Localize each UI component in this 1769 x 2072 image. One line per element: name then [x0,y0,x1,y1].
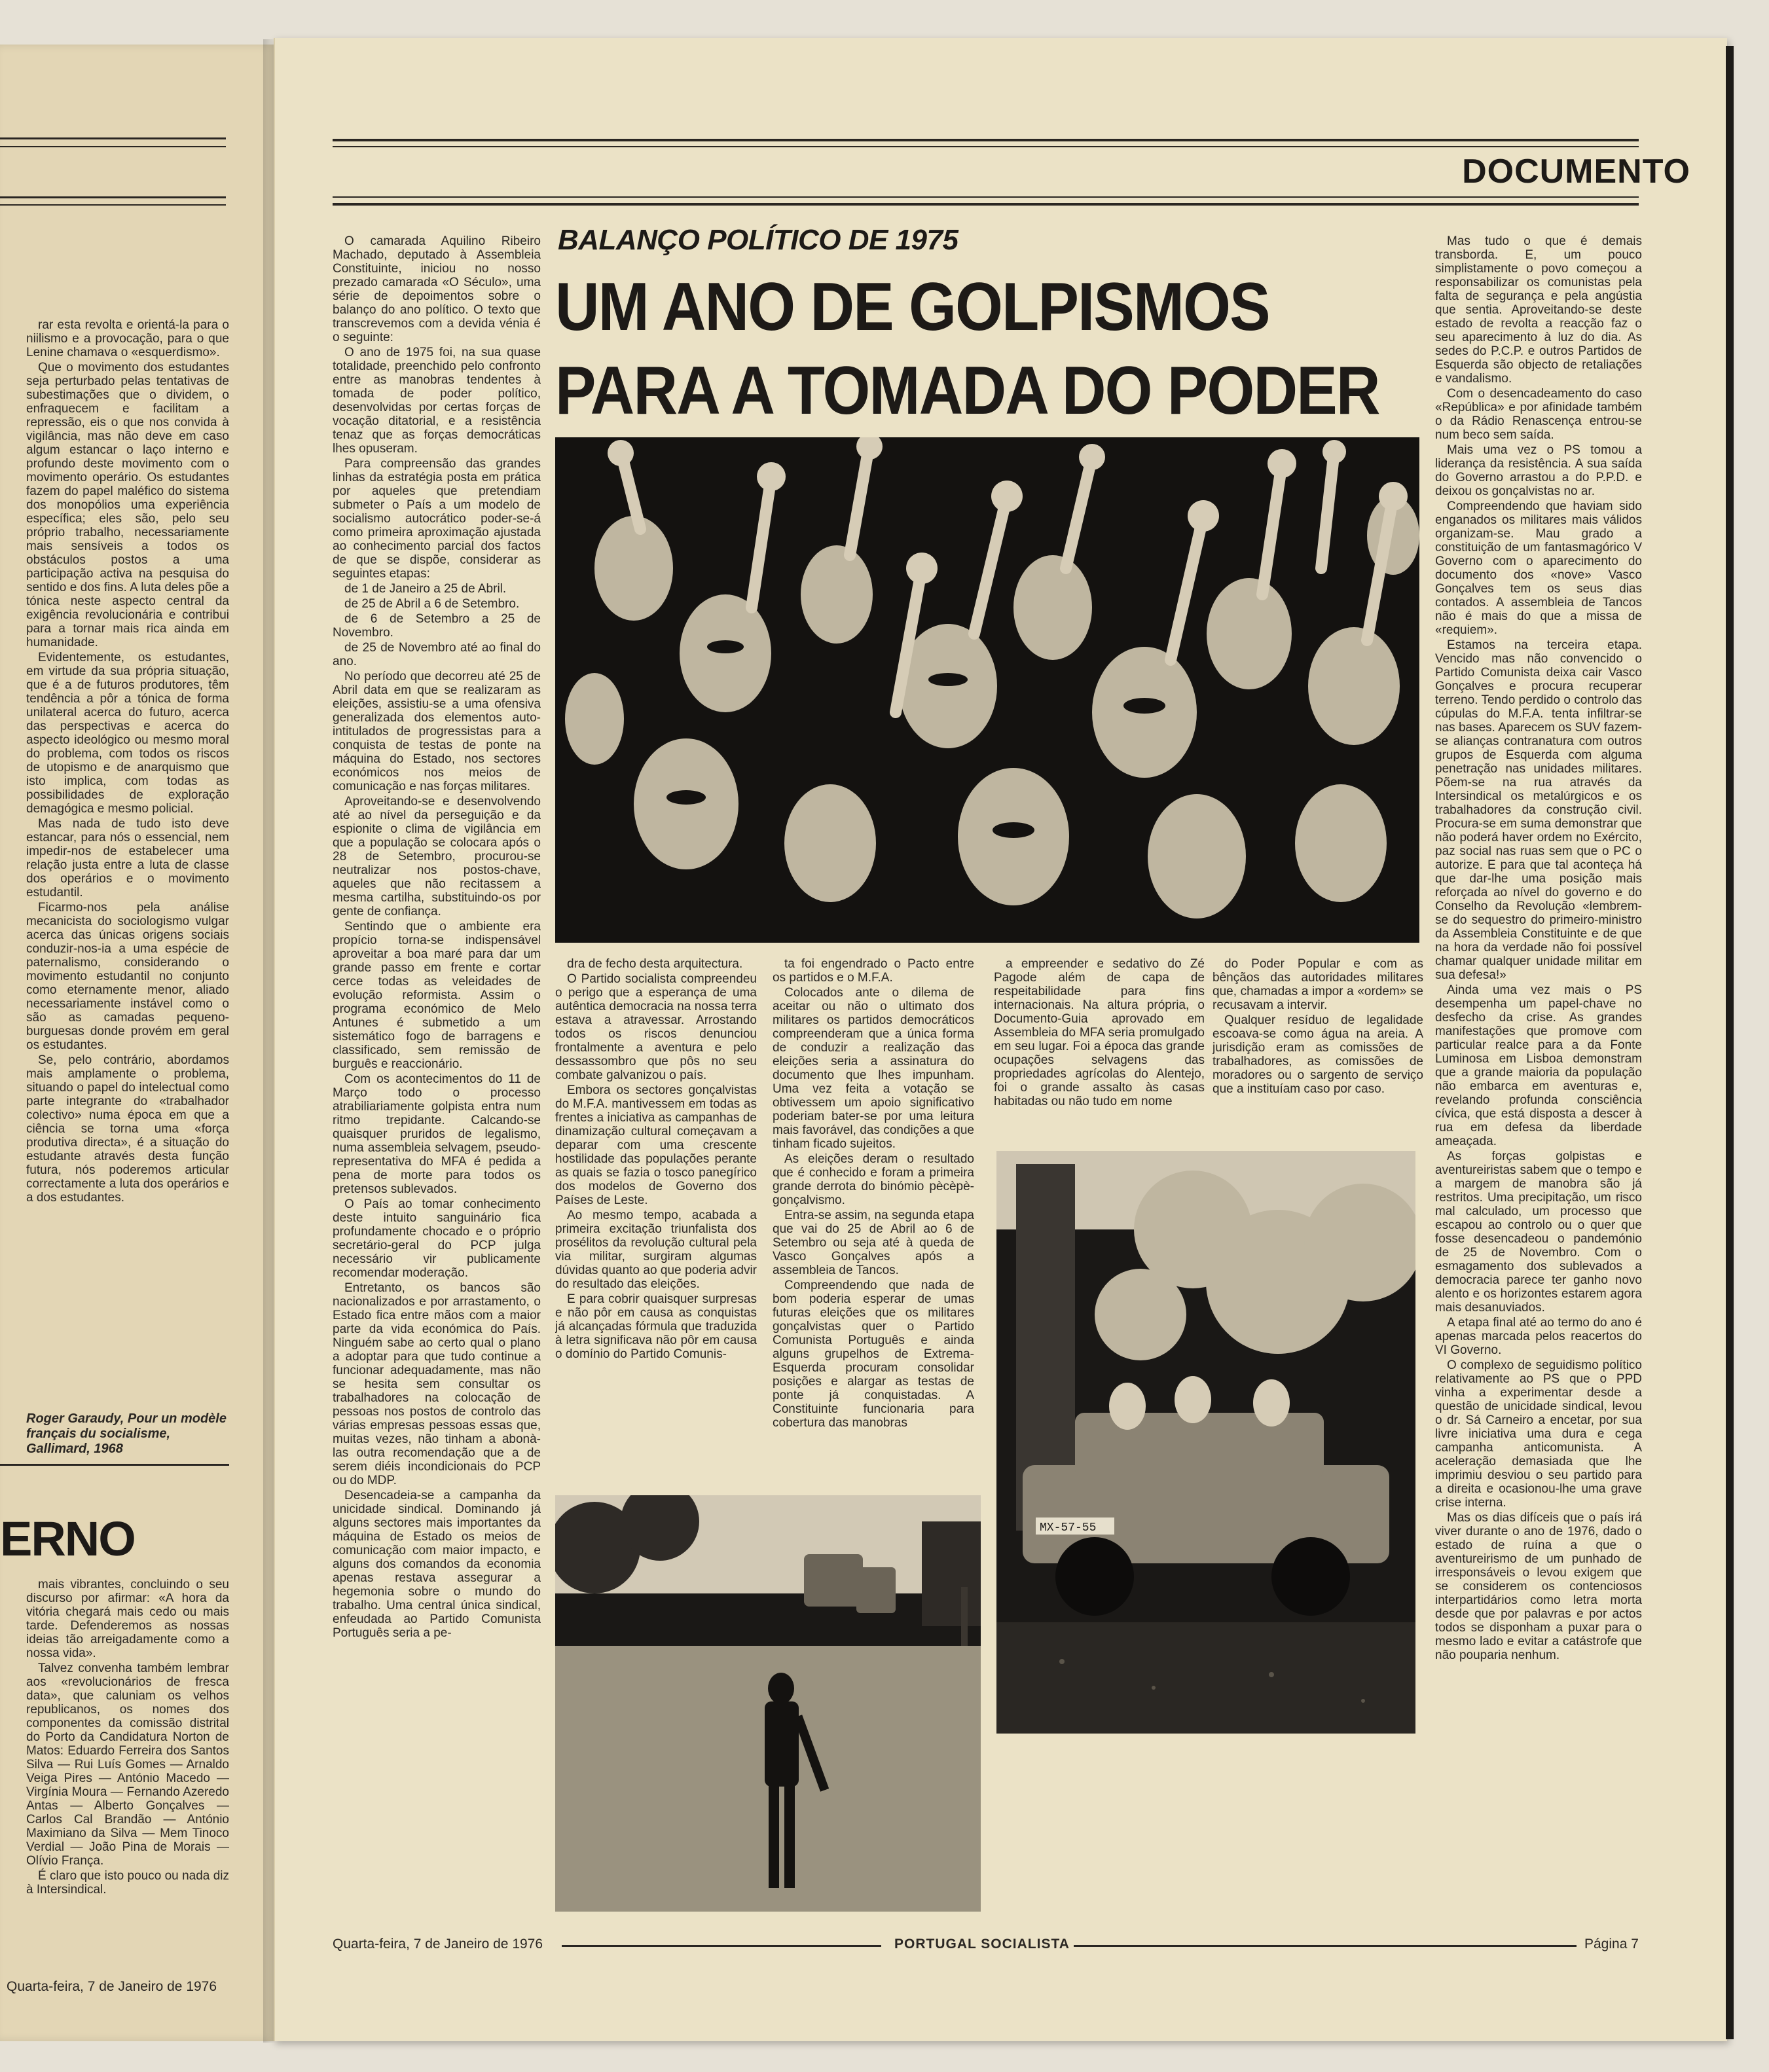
vehicle-plate-text: MX-57-55 [1040,1521,1097,1535]
article-column-4 [994,957,1205,1140]
footer-page-number: Página 7 [1584,1936,1639,1952]
footer-rule-left [562,1945,881,1947]
paragraph: Embora os sectores gonçalvistas do M.F.A. mantivessem em todas as frentes a iniciativa as campanhas de dinamização cultural começavam a deparar com uma crescente hostilidade das populações perante as quais se fazia o tosco panegírico dos modelos de Governo dos Países de Leste. [555,1083,757,1207]
paragraph: As eleições deram o resultado que é conhecido e foram a primeira grande derrota do binómio pècèpè-gonçalvismo. [773,1152,974,1207]
paragraph: Qualquer resíduo de legalidade escoava-se como água na areia. A jurisdição eram as comissões de trabalhadores, as comissões de moradores ou o sargento de serviço que a instituíam caso por caso. [1213,1013,1423,1096]
paragraph: Com o desencadeamento do caso «República» e por afinidade também o da Rádio Renascença entrou-se num beco sem saída. [1435,387,1642,442]
armored-vehicle-photo [996,1151,1415,1734]
paragraph: Compreendendo que nada de bom poderia esperar de umas futuras eleições que os militares gonçalvistas quer o Partido Comunista Português e ainda alguns grupelhos de Extrema-Esquerda procuram consolidar posições e alargar as testas de ponte já conquistadas. A Constituinte funcionaria para cobertura das manobras [773,1279,974,1430]
list-item: de 1 de Janeiro a 25 de Abril. [344,582,507,596]
paragraph: O complexo de seguidismo político relativamente ao PS que o PPD vinha a experimentar desde a questão de unicidade sindical, levou o dr. Sá Carneiro a encetar, por sua livre iniciativa uma dura e cega campanha anticomunista. A aceleração demasiada que lhe imprimiu desviou o seu partido para a direita e ocasionou-lhe uma grave crise interna. [1435,1358,1642,1510]
prev-page-title-fragment: ERNO [0,1512,135,1566]
paragraph: Mas os dias difíceis que o país irá viver durante o ano de 1976, dado o estado de ruína a que o aventureirismo de um punhado de irresponsáveis o levou exigem que se considerem os contenciosos interpartidários como letra morta desde que por palavras e por actos todos se disponham a puxar para o mesmo lado e evitar a catástrofe que não pouparia nenhum. [1435,1511,1642,1662]
article-column-5 [1213,957,1423,1140]
paragraph: Para compreensão das grandes linhas da estratégia posta em prática por aqueles que pretendiam submeter o País a um modelo de socialismo autocrático poder-se-á como primeira aproximação ajustada ao conhecimento parcial dos factos de que se dispõe, considerar as seguintes etapas: [333,457,541,581]
footer-publication: PORTUGAL SOCIALISTA [894,1936,1070,1952]
article-headline [555,265,1379,433]
prev-page-quote-citation: Roger Garaudy, Pour un modèle français du socialisme, Gallimard, 1968 [26,1411,227,1456]
footer-rule-right [1074,1945,1577,1947]
paragraph: Aproveitando-se e desenvolvendo até ao nível da perseguição e da espionite o clima de vigilância em que a população se colocara após o 28 de Setembro, procurou-se neutralizar nos postos-chave, aqueles que não recitassem a mesma cartilha, substituindo-os por gente de confiança. [333,795,541,918]
prev-page-lower-column [26,1578,229,1971]
previous-page [0,45,275,2041]
paragraph: O Partido socialista compreendeu o perigo que a esperança de uma autêntica democracia na nossa terra estava a atravessar. Arrostando todos os riscos denunciou frontalmente a aventura e pelo dessassombro que pôs no seu combate galvanizou o país. [555,972,757,1082]
list-item: de 25 de Abril a 6 de Setembro. [344,597,520,611]
paragraph: Ainda uma vez mais o PS desempenha um papel-chave no desfecho da crise. As grandes manifestações que promove com particular realce para a da Fonte Luminosa em Lisboa demonstram que a grande maioria da população não embarca em aventuras e, revelando profunda consciência cívica, que está disposta a descer à rua em defesa da liberdade ameaçada. [1435,983,1642,1148]
paragraph: É claro que isto pouco ou nada diz à Intersindical. [26,1869,229,1897]
paragraph: rar esta revolta e orientá-la para o niilismo e a provocação, para o que Lenine chamava o «esquerdismo». [26,318,229,359]
prev-page-column [26,318,229,1405]
paragraph: Talvez convenha também lembrar aos «revolucionários de fresca data», que caluniam os velhos republicanos, os nomes dos componentes da comissão distrital do Porto da Candidatura Norton de Matos: Eduardo Ferreira dos Santos Silva — Rui Luís Gomes — Arnaldo Veiga Pires — António Macedo — Virgínia Moura — Fernando Azeredo Antas — Alberto Gonçalves — Carlos Cal Brandão — António Maximiano da Silva — Mem Tinoco Verdial — João Pina de Morais — Olívio França. [26,1662,229,1868]
rule [0,137,226,139]
article-column-3 [773,957,974,1494]
article-column-6 [1435,234,1642,1936]
paragraph: Entretanto, os bancos são nacionalizados e por arrastamento, o Estado fica entre mãos com a maior parte da vida económica do País. Ninguém sabe ao certo qual o plano a adoptar para que tudo continue a funcionar adequadamente, mas não se hesita sem consultar os trabalhadores na colocação de pessoas nos postos de controlo das várias empresas pessoas essas que, muitas vezes, não tinham a abonà-las outra recomendação que a de serem diéis incondicionais do PCP ou do MDP. [333,1281,541,1487]
headline-line-2: PARA A TOMADA DO PODER [555,353,1379,429]
header-rule-top [333,139,1639,141]
section-label: DOCUMENTO [1462,153,1690,191]
prev-page-footer-date: Quarta-feira, 7 de Janeiro de 1976 [7,1979,217,1994]
paragraph: E para cobrir quaisquer surpresas e não pôr em causa as conquistas já alcançadas fórmula que traduzida à letra significava não pôr em causa o domínio do Partido Comunis- [555,1292,757,1361]
paragraph: Com os acontecimentos do 11 de Março todo o processo atrabiliariamente golpista entra num ritmo trepidante. Calcando-se quaisquer pruridos de legalismo, numa assembleia selvagem, pseudo-representativa do MFA é pedida a pena de morte para todos os pretensos sublevados. [333,1072,541,1196]
header-rule-bottom-thin [333,196,1639,198]
paragraph: Compreendendo que haviam sido enganados os militares mais válidos organizam-se. Mau grado a constituição de um fantasmagórico V Governo com o aparecimento do documento dos «nove» Vasco Gonçalves tem os seus dias contados. A assembleia de Tancos não é mais do que a missa de «requiem». [1435,500,1642,637]
paragraph: Ficarmo-nos pela análise mecanicista do sociologismo vulgar acerca das únicas origens sociais conduzir-nos-ia a uma espécie de paternalismo, considerando o movimento estudantil no conjunto como eternamente menor, aliado necessariamente instável como o são as camadas pequeno-burguesas donde provém em geral os estudantes. [26,901,229,1052]
paragraph: Estamos na terceira etapa. Vencido mas não convencido o Partido Comunista deixa cair Vasco Gonçalves e procura recuperar terreno. Tendo perdido o controlo das cúpulas do M.F.A. tenta infiltrar-se nas bases. Aparecem os SUV fazem-se alianças contranatura com outros grupos de Esquerda com alguma penetração nas unidades militares. Põem-se na rua através da Intersindical os metalúrgicos e os trabalhadores da construção civil. Procura-se em suma demonstrar que não poderá haver ordem no Exército, paz social nas ruas sem que o PC o autorize. E para que tal aconteça há que dar-lhe uma posição mais reforçada ao nível do governo e do Conselho da Revolução «lembrem-se do sequestro do primeiro-ministro da Assembleia Constituinte e de que na hora da verdade não foi possível chamar qualquer unidade militar em sua defesa!» [1435,638,1642,982]
soldier-street-photo [555,1495,981,1912]
rule [0,204,226,206]
header-rule-bottom [333,203,1639,206]
rule [0,146,226,147]
paragraph: dra de fecho desta arquitectura. [567,957,743,971]
paragraph: O ano de 1975 foi, na sua quase totalidade, preenchido pelo confronto entre as manobras tendentes à tomada de poder político, desenvolvidas por certas forças de vocação ditatorial, e a resistência tenaz que as forças democráticas lhes opuseram. [333,346,541,456]
paragraph: mais vibrantes, concluindo o seu discurso por afirmar: «A hora da vitória chegará mais cedo ou mais tarde. Defenderemos as nossas ideias tão arreigadamente como a nossa vida». [26,1578,229,1660]
article-kicker: BALANÇO POLÍTICO DE 1975 [558,224,958,256]
paragraph: do Poder Popular e com as bênçãos das autoridades militares que, chamadas a impor a «ordem» se recusavam a intervir. [1213,957,1423,1012]
paragraph: O País ao tomar conhecimento deste intuito sanguinário fica profundamente chocado e o próprio secretário-geral do PCP julga necessário vir publicamente recomendar moderação. [333,1197,541,1280]
paragraph: Evidentemente, os estudantes, em virtude da sua própria situação, que é a de futuros produtores, têm tendência a pôr a tónica de forma unilateral acerca do futuro, acerca das perspectivas e acerca do aspecto ideológico ou mesmo moral do problema, com todos os riscos de utopismo e de anarquismo que isto implica, com todas as possibilidades de exploração demagógica e mesmo policial. [26,651,229,816]
list-item: de 25 de Novembro até ao final do ano. [333,641,541,668]
headline-line-1: UM ANO DE GOLPISMOS [555,269,1269,345]
paragraph: Sentindo que o ambiente era propício torna-se indispensável aproveitar a boa maré para dar um grande passo em frente e cortar cerce todas as veleidades de evolução reformista. Assim o programa económico de Melo Antunes é submetido a um sistemático fogo de barragens e classificado, sem remissão de burguês e reaccionário. [333,920,541,1071]
list-item: de 6 de Setembro a 25 de Novembro. [333,612,541,640]
paragraph: Desencadeia-se a campanha da unicidade sindical. Dominando já alguns sectores mais importantes da máquina de Estado os meios de comunicação com maior impacto, e alguns dos comandos da economia apenas restava assegurar a hegemonia sobre o mundo do trabalho. Uma central única sindical, enfeudada ao Partido Comunista Português seria a pe- [333,1489,541,1640]
paragraph: Colocados ante o dilema de aceitar ou não o ultimato dos militares os partidos democráticos compreenderam que a única forma de conduzir a realização das eleições seria a assinatura do documento que lhes impunham. Uma vez feita a votação se obtivessem um apoio significativo poderiam bater-se por uma leitura mais favorável, das condições a que tinham ficado sujeitos. [773,986,974,1151]
paragraph: Se, pelo contrário, abordamos mais amplamente o problema, situando o papel do intelectual como parte integrante do «trabalhador colectivo» numa época em que a ciência se torna uma «força produtiva directa», é a situação do estudante através desta função futura, nós poderemos articular correctamente a luta dos operários e a dos estudantes. [26,1053,229,1205]
paragraph: Mais uma vez o PS tomou a liderança da resistência. A sua saída do Governo arrastou a do P.P.D. e deixou os gonçalvistas no ar. [1435,443,1642,498]
article-column-1 [333,234,541,1917]
rule [0,1464,229,1466]
paragraph: A etapa final até ao termo do ano é apenas marcada pelos reacertos do VI Governo. [1435,1316,1642,1357]
crowd-photo [555,437,1419,943]
paragraph: a empreender e sedativo do Zé Pagode além de capa de respeitabilidade para fins internacionais. Na altura própria, o Documento-Guia aprovado em Assembleia do MFA seria promulgado em seu lugar. Foi a época das grande ocupações selvagens das propriedades agrícolas do Alentejo, foi o grande assalto às casas habitadas ou não tudo em nome [994,957,1205,1108]
header-rule-top-thin [333,146,1639,147]
paragraph: Mas tudo o que é demais transborda. E, um pouco simplistamente o povo começou a responsabilizar os comunistas pela falta de segurança e pela angústia que sentia. Aproveitando-se deste estado de revolta a reacção faz o seu aparecimento à luz do dia. As sedes do P.C.P. e outros Partidos de Esquerda são objecto de retaliações e vandalismo. [1435,234,1642,386]
rule [0,196,226,198]
paragraph: Ao mesmo tempo, acabada a primeira excitação triunfalista dos prosélitos da revolução cultural pela via militar, surgiram algumas dúvidas quanto ao que poderia advir do resultado das eleições. [555,1209,757,1291]
paragraph: ta foi engendrado o Pacto entre os partidos e o M.F.A. [773,957,974,985]
paragraph: Que o movimento dos estudantes seja perturbado pelas tentativas de subestimações que o dividem, o enfraquecem e facilitam a repressão, eis o que nos convida à vigilância, mas não deve em caso algum estancar o laço interno e profundo deste movimento com o movimento operário. Os estudantes fazem do papel maléfico do sistema dos monopólios uma experiência específica; eles são, pelo seu próprio trabalho, necessariamente mais sensíveis a todos os obstáculos postos a uma participação activa na pesquisa do sentido e dos fins. A luta deles põe a tónica neste aspecto central da exigência revolucionária e contribui para a tornar mais rica ainda em humanidade. [26,361,229,649]
footer-date: Quarta-feira, 7 de Janeiro de 1976 [333,1936,543,1952]
paragraph: O camarada Aquilino Ribeiro Machado, deputado à Assembleia Constituinte, iniciou no nosso prezado camarada «O Século», uma série de depoimentos sobre o balanço do ano político. O texto que transcrevemos com a devida vénia é o seguinte: [333,234,541,344]
paragraph: Mas nada de tudo isto deve estancar, para nós o essencial, nem impedir-nos de estabelecer uma relação justa entre a luta de classe dos operários e o movimento estudantil. [26,817,229,900]
paragraph: Entra-se assim, na segunda etapa que vai do 25 de Abril ao 6 de Setembro ou seja até à queda de Vasco Gonçalves após a assembleia de Tancos. [773,1209,974,1277]
paragraph: No período que decorreu até 25 de Abril data em que se realizaram as eleições, assistiu-se a uma ofensiva generalizada dos elementos auto-intitulados de progressistas para a conquista de testas de ponte na máquina do Estado, nos sectores económicos nos meios de comunicação e nas forças militares. [333,670,541,793]
paragraph: As forças golpistas e aventureiristas sabem que o tempo e a margem de manobra são já restritos. Uma precipitação, um risco mal calculado, um processo que escapou ao controlo ou o quer que fosse desencadeou o pandemónio de 25 de Novembro. Com o esmagamento dos sublevados a democracia parece ter ganho novo alento e os horizontes estarem agora mais desanuviados. [1435,1150,1642,1315]
page-edge [1726,46,1734,2039]
